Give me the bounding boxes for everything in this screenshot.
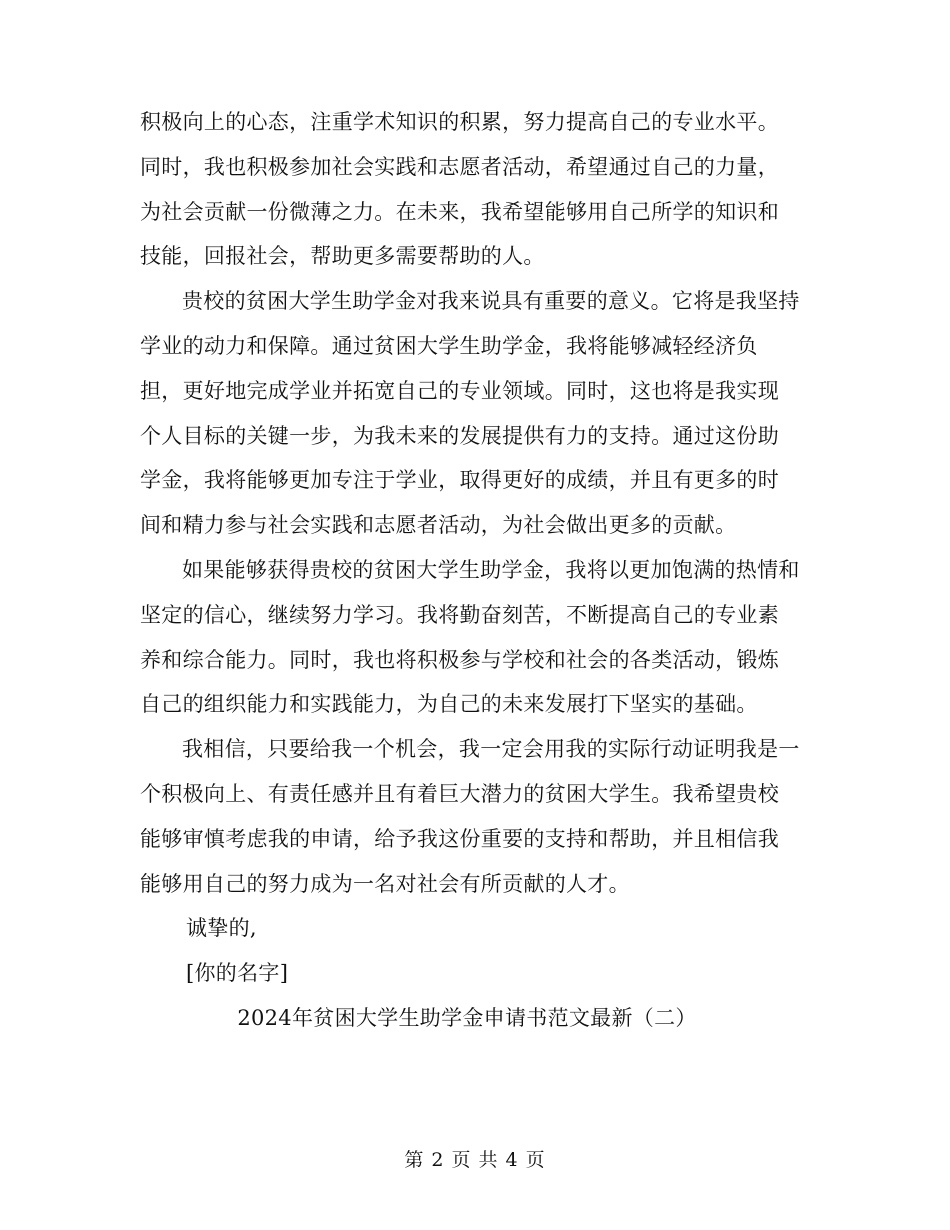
next-section-title: 2024年贫困大学生助学金申请书范文最新（二）	[237, 1005, 697, 1030]
signature-placeholder: [你的名字]	[186, 961, 289, 986]
closing-salutation: 诚挚的,	[186, 916, 257, 941]
paragraph-request: 我相信，只要给我一个机会，我一定会用我的实际行动证明我是一个积极向上、有责任感并且有着巨大潜力的贫困大学生。我希望贵校能够审慎考虑我的申请，给予我这份重要的支持和帮助，并且相信我能够用自己的努力成为一名对社会有所贡献的人才。	[140, 737, 800, 896]
page-number-footer: 第 2 页 共 4 页	[404, 1149, 546, 1171]
paragraph-continued: 积极向上的心态，注重学术知识的积累，努力提高自己的专业水平。同时，我也积极参加社会实践和志愿者活动，希望通过自己的力量，为社会贡献一份微薄之力。在未来，我希望能够用自己所学的知识和技能，回报社会，帮助更多需要帮助的人。	[140, 110, 779, 269]
paragraph-commitment: 如果能够获得贵校的贫困大学生助学金，我将以更加饱满的热情和坚定的信心，继续努力学习。我将勤奋刻苦，不断提高自己的专业素养和综合能力。同时，我也将积极参与学校和社会的各类活动，锻炼自己的组织能力和实践能力，为自己的未来发展打下坚实的基础。	[140, 557, 800, 717]
paragraph-significance: 贵校的贫困大学生助学金对我来说具有重要的意义。它将是我坚持学业的动力和保障。通过贫困大学生助学金，我将能够减轻经济负担，更好地完成学业并拓宽自己的专业领域。同时，这也将是我实现个人目标的关键一步，为我未来的发展提供有力的支持。通过这份助学金，我将能够更加专注于学业，取得更好的成绩，并且有更多的时间和精力参与社会实践和志愿者活动，为社会做出更多的贡献。	[140, 289, 800, 538]
document-body	[140, 100, 800, 1041]
